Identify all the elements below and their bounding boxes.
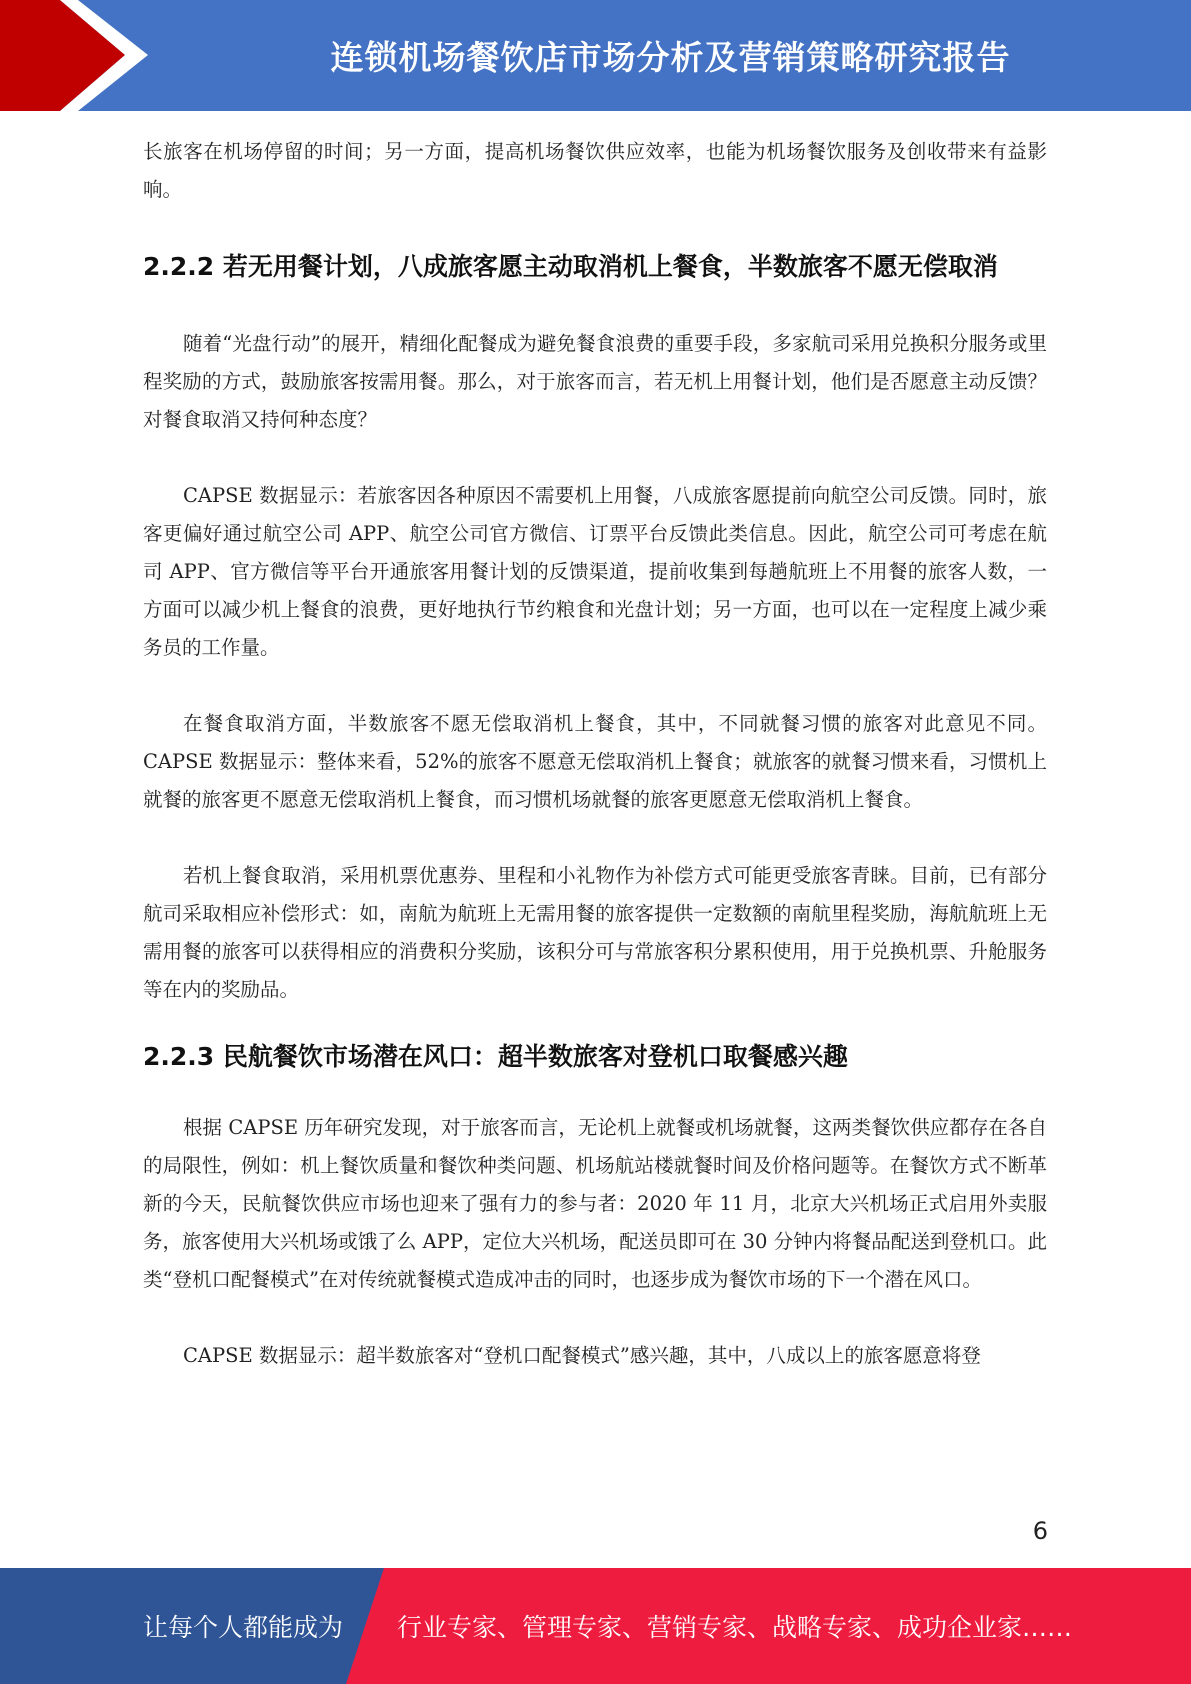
- paragraph: 在餐食取消方面，半数旅客不愿无偿取消机上餐食，其中，不同就餐习惯的旅客对此意见不同。CAPSE 数据显示：整体来看，52%的旅客不愿意无偿取消机上餐食；就旅客的就餐习惯来看，习惯机上就餐的旅客更不愿意无偿取消机上餐食，而习惯机场就餐的旅客更愿意无偿取消机上餐食。: [143, 712, 1047, 811]
- footer-slogan-left: 让每个人都能成为: [143, 1613, 344, 1642]
- paragraph: CAPSE 数据显示：若旅客因各种原因不需要机上用餐，八成旅客愿提前向航空公司反馈。同时，旅客更偏好通过航空公司 APP、航空公司官方微信、订票平台反馈此类信息。因此，航空公司可考虑在航司 APP、官方微信等平台开通旅客用餐计划的反馈渠道，提前收集到每趟航班上不用餐的旅客人数，一方面可以减少机上餐食的浪费，更好地执行节约粮食和光盘计划；另一方面，也可以在一定程度上减少乘务员的工作量。: [143, 484, 1047, 659]
- header-arrow-decoration: [0, 0, 160, 111]
- section-heading-2-2-2: 2.2.2 若无用餐计划，八成旅客愿主动取消机上餐食，半数旅客不愿无偿取消: [143, 252, 998, 281]
- footer-slogan-right: 行业专家、管理专家、营销专家、战略专家、成功企业家……: [397, 1613, 1073, 1642]
- page-header: [0, 0, 1191, 111]
- report-title: 连锁机场餐饮店市场分析及营销策略研究报告: [330, 38, 1011, 77]
- paragraph: 根据 CAPSE 历年研究发现，对于旅客而言，无论机上就餐或机场就餐，这两类餐饮供应都存在各自的局限性，例如：机上餐饮质量和餐饮种类问题、机场航站楼就餐时间及价格问题等。在餐饮方式不断革新的今天，民航餐饮供应市场也迎来了强有力的参与者：2020 年 11 月，北京大兴机场正式启用外卖服务，旅客使用大兴机场或饿了么 APP，定位大兴机场，配送员即可在 30 分钟内将餐品配送到登机口。此类“登机口配餐模式”在对传统就餐模式造成冲击的同时，也逐步成为餐饮市场的下一个潜在风口。: [143, 1116, 1047, 1291]
- section-heading-2-2-3: 2.2.3 民航餐饮市场潜在风口：超半数旅客对登机口取餐感兴趣: [143, 1042, 848, 1071]
- page-content: [143, 133, 1047, 1375]
- page-number: 6: [1032, 1517, 1048, 1545]
- paragraph: CAPSE 数据显示：超半数旅客对“登机口配餐模式”感兴趣，其中，八成以上的旅客愿意将登: [183, 1344, 981, 1367]
- paragraph: 若机上餐食取消，采用机票优惠券、里程和小礼物作为补偿方式可能更受旅客青睐。目前，已有部分航司采取相应补偿形式：如，南航为航班上无需用餐的旅客提供一定数额的南航里程奖励，海航航班上无需用餐的旅客可以获得相应的消费积分奖励，该积分可与常旅客积分累积使用，用于兑换机票、升舱服务等在内的奖励品。: [143, 864, 1047, 1001]
- page-footer: [0, 1568, 1191, 1684]
- paragraph: 随着“光盘行动”的展开，精细化配餐成为避免餐食浪费的重要手段，多家航司采用兑换积分服务或里程奖励的方式，鼓励旅客按需用餐。那么，对于旅客而言，若无机上用餐计划，他们是否愿意主动反馈？对餐食取消又持何种态度？: [143, 332, 1047, 431]
- paragraph-continued: 长旅客在机场停留的时间；另一方面，提高机场餐饮供应效率，也能为机场餐饮服务及创收带来有益影响。: [143, 140, 1047, 201]
